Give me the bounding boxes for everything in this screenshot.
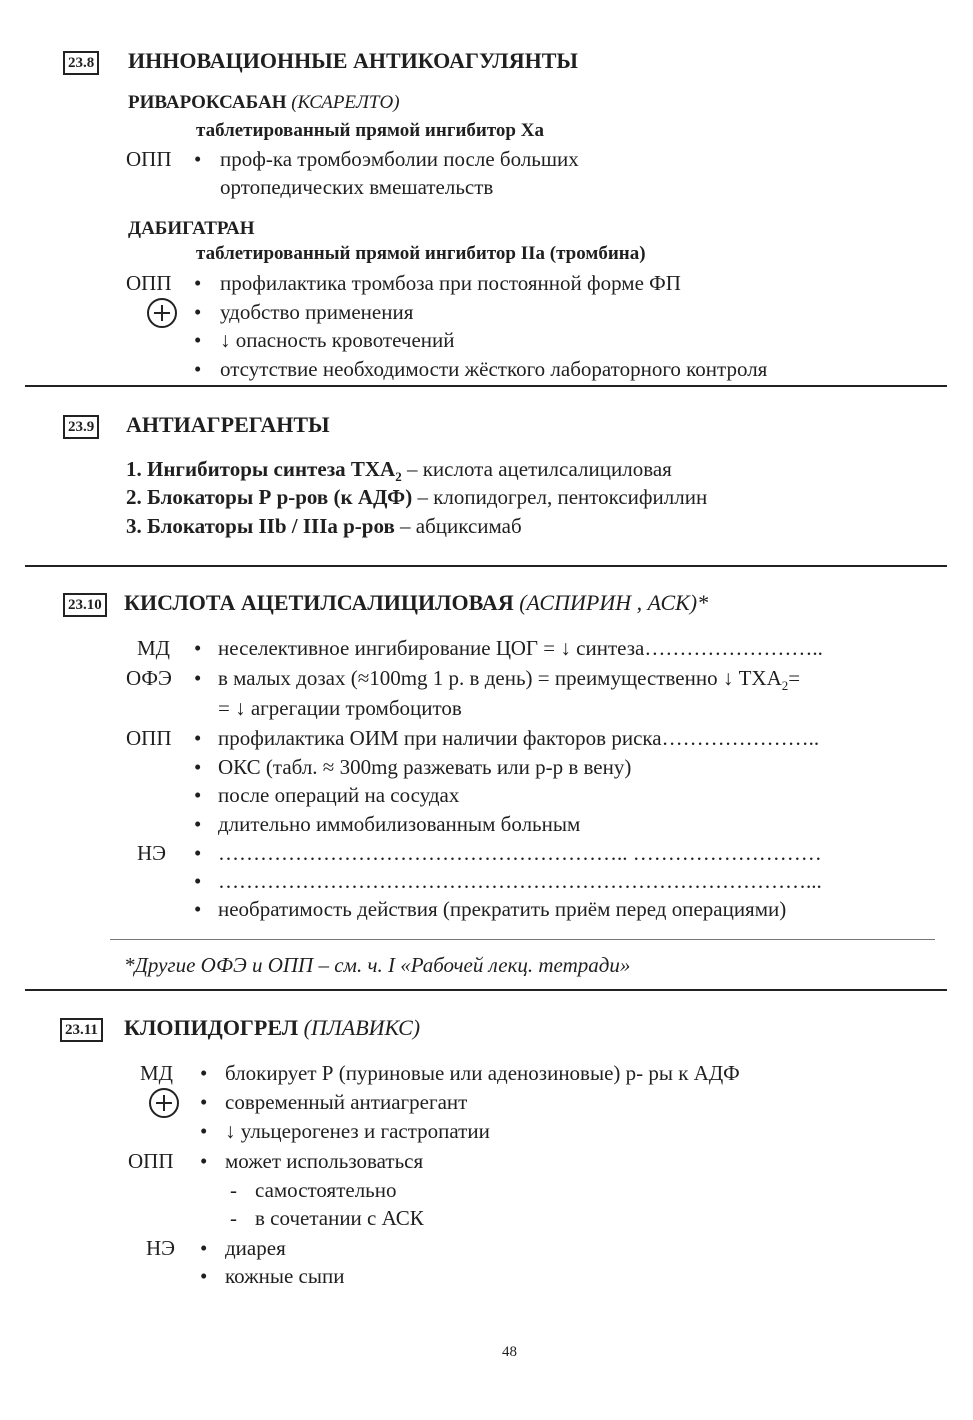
text-line: проф-ка тромбоэмболии после больших xyxy=(220,147,579,171)
list-item: кожные сыпи xyxy=(225,1264,345,1288)
bullet: • xyxy=(194,755,202,779)
dash: - xyxy=(230,1178,237,1202)
text-line: неселективное ингибирование ЦОГ = ↓ синтеза…………………….. xyxy=(218,636,823,660)
label-md: МД xyxy=(137,636,170,660)
drug-title-dabigatran: ДАБИГАТРАН xyxy=(128,218,255,239)
bullet: • xyxy=(194,869,202,893)
sub-item: в сочетании с АСК xyxy=(255,1206,424,1230)
bullet: • xyxy=(200,1119,208,1143)
item-bold: 3. Блокаторы IIb / IIIa р-ров xyxy=(126,514,395,538)
bullet: • xyxy=(194,300,202,324)
footnote: *Другие ОФЭ и ОПП – см. ч. I «Рабочей лекц. тетради» xyxy=(124,953,631,977)
page-number: 48 xyxy=(502,1344,517,1360)
bullet: • xyxy=(194,812,202,836)
item-bold: 1. Ингибиторы синтеза ТХА xyxy=(126,457,396,481)
drug-description: таблетированный прямой ингибитор IIa (тромбина) xyxy=(196,243,646,264)
bullet: • xyxy=(194,897,202,921)
list-item xyxy=(126,514,522,539)
list-item: ↓ опасность кровотечений xyxy=(220,328,455,352)
list-item: после операций на сосудах xyxy=(218,783,460,807)
list-item: отсутствие необходимости жёсткого лабораторного контроля xyxy=(220,357,768,381)
list-item: профилактика тромбоза при постоянной форме ФП xyxy=(220,271,681,295)
item-rest: – клопидогрел, пентоксифиллин xyxy=(412,485,708,509)
section-divider xyxy=(25,385,947,387)
item-bold: 2. Блокаторы Р р-ров (к АДФ) xyxy=(126,485,413,509)
label-ofe: ОФЭ xyxy=(126,666,172,690)
label-opp: ОПП xyxy=(126,726,172,750)
text-part: в малых дозах (≈100mg 1 р. в день) = преимущественно ↓ ТХА xyxy=(218,666,782,690)
bullet: • xyxy=(194,783,202,807)
bullet: • xyxy=(194,726,202,750)
label-opp: ОПП xyxy=(128,1149,174,1173)
text-line: может использоваться xyxy=(225,1149,424,1173)
bullet: • xyxy=(200,1236,208,1260)
dash: - xyxy=(230,1206,237,1230)
section-divider xyxy=(25,989,947,991)
label-opp: ОПП xyxy=(126,147,172,171)
label-opp: ОПП xyxy=(126,271,172,295)
section-number-23-8: 23.8 xyxy=(63,51,99,75)
footnote-divider xyxy=(110,939,935,940)
text-line xyxy=(218,666,800,694)
list-item: диарея xyxy=(225,1236,286,1260)
drug-name: РИВАРОКСАБАН xyxy=(128,92,287,113)
section-title-23-9: АНТИАГРЕГАНТЫ xyxy=(126,412,330,437)
plus-circle-icon xyxy=(147,298,177,328)
text-line: блокирует Р (пуриновые или аденозиновые) р- ры к АДФ xyxy=(225,1061,740,1085)
drug-description: таблетированный прямой ингибитор Xa xyxy=(196,120,544,141)
list-item: ↓ ульцерогенез и гастропатии xyxy=(225,1119,490,1143)
bullet: • xyxy=(194,636,202,660)
list-item xyxy=(126,457,672,485)
bullet: • xyxy=(200,1264,208,1288)
section-title-23-11 xyxy=(124,1015,420,1041)
label-ne: НЭ xyxy=(137,841,167,865)
drug-brand: (КСАРЕЛТО) xyxy=(291,92,400,113)
text-part: = xyxy=(788,666,801,690)
bullet: • xyxy=(194,271,202,295)
sub-item: самостоятельно xyxy=(255,1178,397,1202)
item-rest: – кислота ацетилсалициловая xyxy=(401,457,672,481)
list-item: профилактика ОИМ при наличии факторов риска………………….. xyxy=(218,726,820,750)
list-item: ………………………………………………….. ……………………… xyxy=(218,841,822,865)
text-line: ортопедических вмешательств xyxy=(220,175,494,199)
bullet: • xyxy=(200,1149,208,1173)
section-number-23-10: 23.10 xyxy=(63,593,107,617)
bullet: • xyxy=(194,841,202,865)
subscript: 2 xyxy=(781,678,789,694)
list-item: …………………………………………………………………………... xyxy=(218,869,822,893)
bullet: • xyxy=(200,1061,208,1085)
bullet: • xyxy=(194,328,202,352)
text-line: = ↓ агрегации тромбоцитов xyxy=(218,696,462,720)
drug-title-rivaroxaban xyxy=(128,92,400,114)
section-title-23-10 xyxy=(124,590,708,616)
list-item: длительно иммобилизованным больным xyxy=(218,812,581,836)
label-ne: НЭ xyxy=(146,1236,176,1260)
item-rest: – абциксимаб xyxy=(394,514,522,538)
list-item xyxy=(126,485,707,510)
title-text: КИСЛОТА АЦЕТИЛСАЛИЦИЛОВАЯ xyxy=(124,590,514,615)
subscript: 2 xyxy=(395,469,402,485)
list-item: удобство применения xyxy=(220,300,414,324)
list-item: необратимость действия (прекратить приём перед операциями) xyxy=(218,897,787,921)
title-text: КЛОПИДОГРЕЛ xyxy=(124,1015,299,1040)
section-number-23-11: 23.11 xyxy=(60,1018,103,1042)
bullet: • xyxy=(194,357,202,381)
title-brand: (АСПИРИН , АСК)* xyxy=(519,590,709,615)
list-item: современный антиагрегант xyxy=(225,1090,468,1114)
bullet: • xyxy=(200,1090,208,1114)
section-title-23-8: ИННОВАЦИОННЫЕ АНТИКОАГУЛЯНТЫ xyxy=(128,48,578,73)
title-brand: (ПЛАВИКС) xyxy=(303,1015,421,1040)
section-divider xyxy=(25,565,947,567)
label-md: МД xyxy=(140,1061,173,1085)
list-item: ОКС (табл. ≈ 300mg разжевать или р-р в вену) xyxy=(218,755,632,779)
section-number-23-9: 23.9 xyxy=(63,415,99,439)
plus-circle-icon xyxy=(149,1088,179,1118)
bullet: • xyxy=(194,666,202,690)
bullet: • xyxy=(194,147,202,171)
